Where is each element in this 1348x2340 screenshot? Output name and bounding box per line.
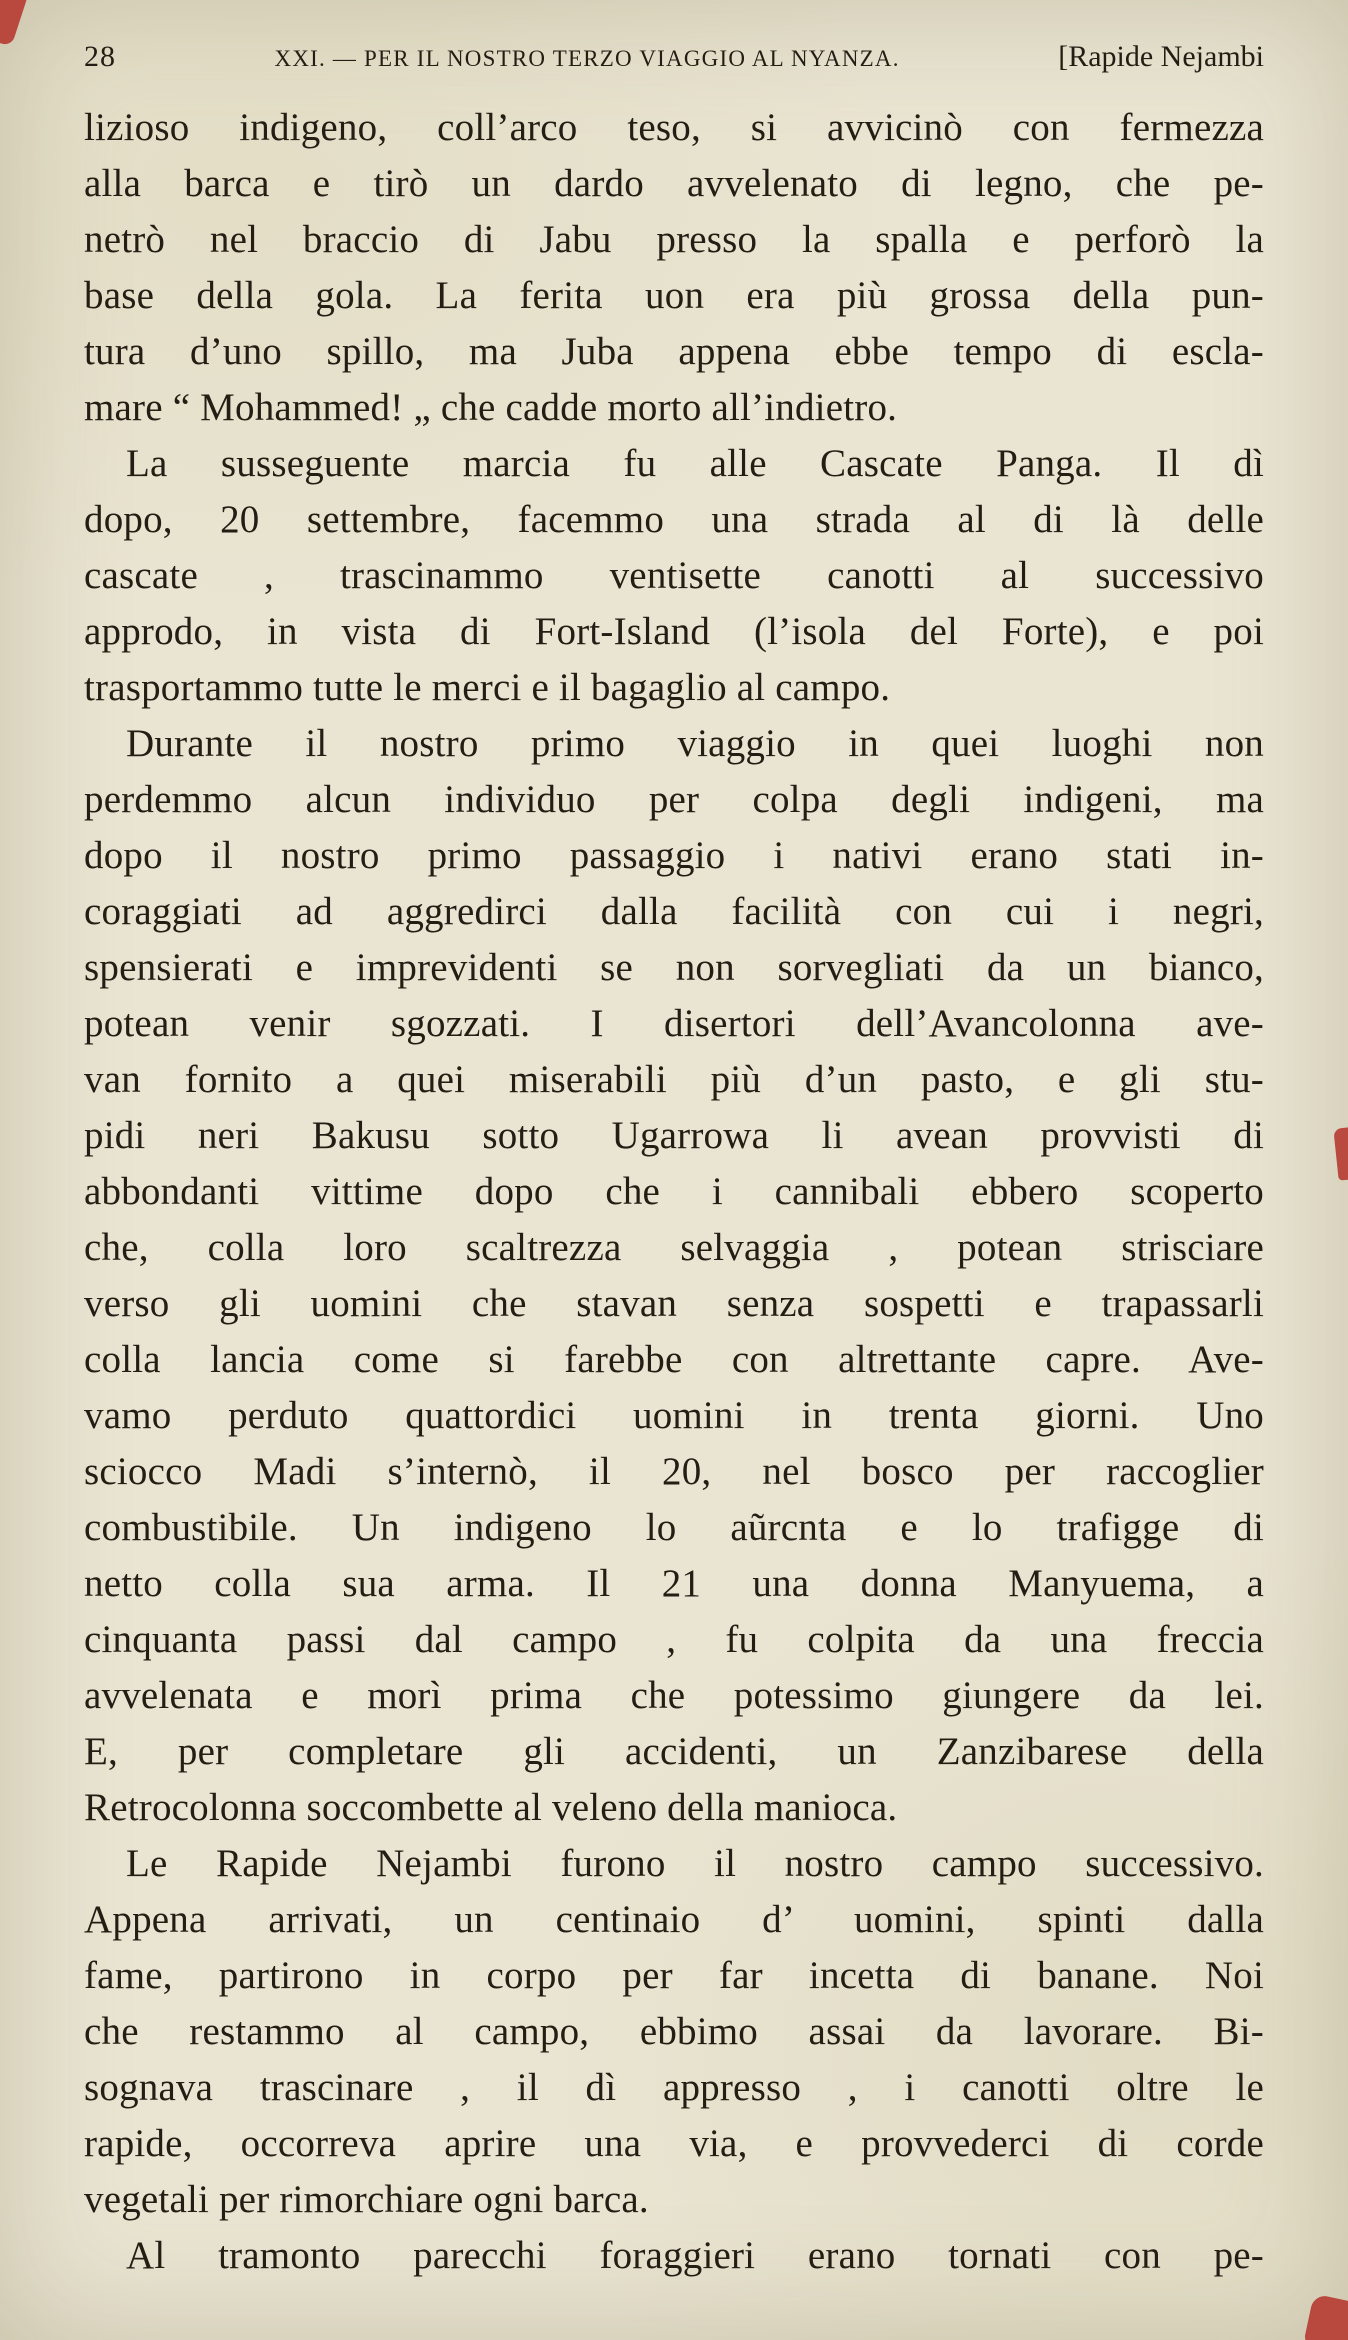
text-line: E, per completare gli accidenti, un Zanzibarese della — [84, 1730, 1264, 1773]
text-line: dopo, 20 settembre, facemmo una strada al di là delle — [84, 498, 1264, 541]
text-line: Le Rapide Nejambi furono il nostro campo successivo. — [126, 1842, 1264, 1885]
header-catchword: [Rapide Nejambi — [1058, 40, 1264, 73]
text-line: abbondanti vittime dopo che i cannibali ebbero scoperto — [84, 1170, 1264, 1213]
text-line: spensierati e imprevidenti se non sorvegliati da un bianco, — [84, 946, 1264, 989]
text-line: Retrocolonna soccombette al veleno della manioca. — [84, 1786, 898, 1829]
text-line: van fornito a quei miserabili più d’un pasto, e gli stu- — [84, 1058, 1264, 1101]
text-line: sognava trascinare , il dì appresso , i canotti oltre le — [84, 2066, 1264, 2109]
red-ink-mark-right-edge — [1333, 1127, 1348, 1180]
text-line: Durante il nostro primo viaggio in quei luoghi non — [126, 722, 1264, 765]
red-ink-mark-top-left — [0, 0, 27, 47]
text-line: che restammo al campo, ebbimo assai da lavorare. Bi- — [84, 2010, 1264, 2053]
text-line: approdo, in vista di Fort-Island (l’isola del Forte), e poi — [84, 610, 1264, 653]
text-line: netto colla sua arma. Il 21 una donna Manyuema, a — [84, 1562, 1264, 1605]
text-line: netrò nel braccio di Jabu presso la spalla e perforò la — [84, 218, 1264, 261]
text-line: sciocco Madi s’internò, il 20, nel bosco per raccoglier — [84, 1450, 1264, 1493]
text-line: potean venir sgozzati. I disertori dell’Avancolonna ave- — [84, 1002, 1264, 1045]
text-line: pidi neri Bakusu sotto Ugarrowa li avean provvisti di — [84, 1114, 1264, 1157]
text-line: cinquanta passi dal campo , fu colpita da una freccia — [84, 1618, 1264, 1661]
text-line: perdemmo alcun individuo per colpa degli indigeni, ma — [84, 778, 1264, 821]
text-line: tura d’uno spillo, ma Juba appena ebbe tempo di escla- — [84, 330, 1264, 373]
text-line: coraggiati ad aggredirci dalla facilità con cui i negri, — [84, 890, 1264, 933]
text-line: vegetali per rimorchiare ogni barca. — [84, 2178, 649, 2221]
text-line: avvelenata e morì prima che potessimo giungere da lei. — [84, 1674, 1264, 1717]
text-line: dopo il nostro primo passaggio i nativi erano stati in- — [84, 834, 1264, 877]
page-content — [84, 40, 1264, 2284]
text-line: rapide, occorreva aprire una via, e provvederci di corde — [84, 2122, 1264, 2165]
running-header — [84, 40, 1264, 74]
text-line: Appena arrivati, un centinaio d’ uomini, spinti dalla — [84, 1898, 1264, 1941]
text-line: verso gli uomini che stavan senza sospetti e trapassarli — [84, 1282, 1264, 1325]
text-line: colla lancia come si farebbe con altrettante capre. Ave- — [84, 1338, 1264, 1381]
text-line: cascate , trascinammo ventisette canotti al successivo — [84, 554, 1264, 597]
text-block — [84, 100, 1264, 2284]
text-line: che, colla loro scaltrezza selvaggia , potean strisciare — [84, 1226, 1264, 1269]
red-ink-mark-bottom-right — [1303, 2294, 1348, 2340]
text-line: mare “ Mohammed! „ che cadde morto all’indietro. — [84, 386, 898, 429]
text-line: lizioso indigeno, coll’arco teso, si avvicinò con fermezza — [84, 106, 1264, 149]
text-line: fame, partirono in corpo per far incetta di banane. Noi — [84, 1954, 1264, 1997]
text-line: combustibile. Un indigeno lo aũrcnta e lo trafigge di — [84, 1506, 1264, 1549]
text-line: vamo perduto quattordici uomini in trenta giorni. Uno — [84, 1394, 1264, 1437]
text-line: La susseguente marcia fu alle Cascate Panga. Il dì — [126, 442, 1264, 485]
running-head-title: XXI. — PER IL NOSTRO TERZO VIAGGIO AL NYANZA. — [274, 46, 900, 71]
text-line: trasportammo tutte le merci e il bagaglio al campo. — [84, 666, 891, 709]
page-number: 28 — [84, 40, 116, 73]
text-line: base della gola. La ferita uon era più grossa della pun- — [84, 274, 1264, 317]
text-line: Al tramonto parecchi foraggieri erano tornati con pe- — [126, 2234, 1264, 2277]
text-line: alla barca e tirò un dardo avvelenato di legno, che pe- — [84, 162, 1264, 205]
